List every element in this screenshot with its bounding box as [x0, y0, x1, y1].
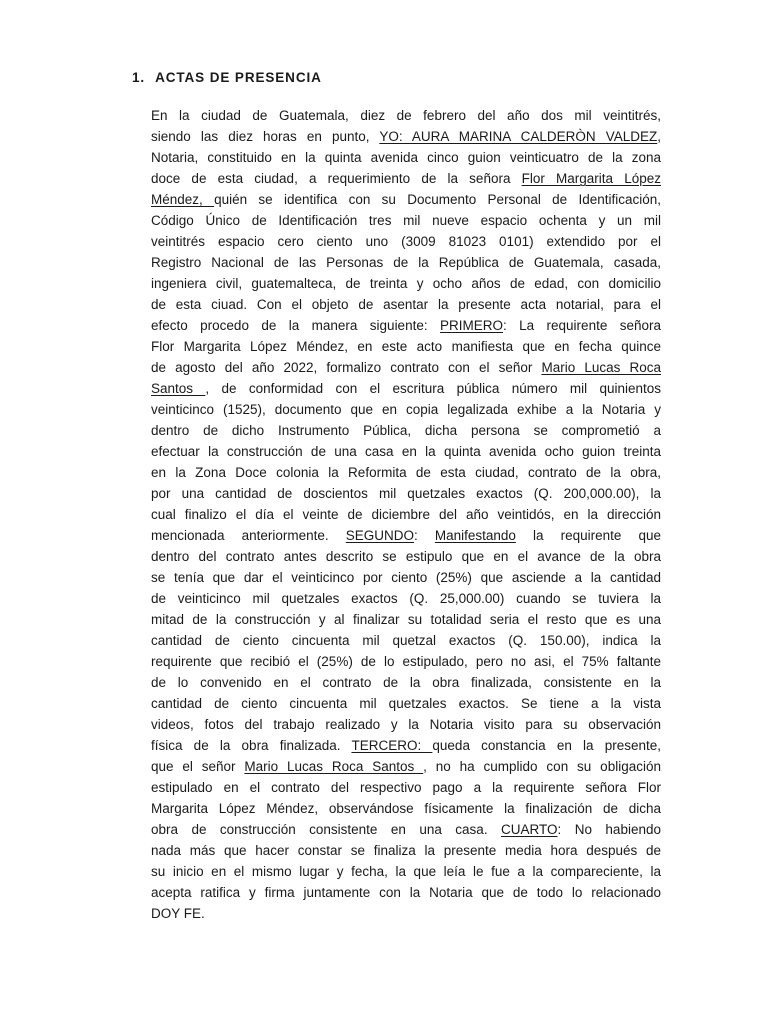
paragraph-line — [151, 609, 661, 630]
text-run: veintitrés espacio cero ciento uno (3009 81023 0101) extendido por el — [151, 234, 661, 249]
paragraph-line — [151, 147, 661, 168]
paragraph-line — [151, 168, 661, 189]
text-run: mencionada anteriormente. — [151, 528, 346, 543]
text-run: DOY FE. — [151, 906, 205, 921]
text-run: dentro de dicho Instrumento Pública, dicha persona se comprometió a — [151, 423, 661, 438]
text-run: queda constancia en la presente, — [432, 738, 661, 753]
underlined-text: CUARTO — [501, 822, 558, 837]
text-run: efecto procedo de la manera siguiente: — [151, 318, 440, 333]
paragraph-line — [151, 294, 661, 315]
paragraph-line — [151, 651, 661, 672]
text-run: su inicio en el mismo lugar y fecha, la que leía le fue a la compareciente, la — [151, 864, 661, 879]
text-run: veinticinco (1525), documento que en copia legalizada exhibe a la Notaria y — [151, 402, 661, 417]
text-run: , — [657, 129, 661, 144]
paragraph-line — [151, 399, 661, 420]
paragraph-line — [151, 588, 661, 609]
text-run: obra de construcción consistente en una casa. — [151, 822, 502, 837]
text-run: cual finalizo el día el veinte de diciembre del año veintidós, en la dirección — [151, 507, 661, 522]
underlined-text: TERCERO: — [351, 738, 433, 753]
text-run: Registro Nacional de las Personas de la República de Guatemala, casada, — [151, 255, 661, 270]
text-run: Código Único de Identificación tres mil nueve espacio ochenta y un mil — [151, 213, 661, 228]
section-number: 1. — [132, 70, 146, 85]
text-run: se tenía que dar el veinticinco por ciento (25%) que asciende a la cantidad — [151, 570, 661, 585]
paragraph-line — [151, 483, 661, 504]
paragraph-line — [151, 546, 661, 567]
text-run: de veinticinco mil quetzales exactos (Q. 25,000.00) cuando se tuviera la — [151, 591, 661, 606]
paragraph-line — [151, 231, 661, 252]
paragraph-line — [151, 504, 661, 525]
underlined-text: SEGUNDO — [345, 528, 415, 543]
text-run: requirente que recibió el (25%) de lo estipulado, pero no asi, el 75% faltante — [151, 654, 661, 669]
text-run: de agosto del año 2022, formalizo contrato con el señor — [151, 360, 542, 375]
paragraph-line — [151, 630, 661, 651]
paragraph-line — [151, 861, 661, 882]
text-run: videos, fotos del trabajo realizado y la Notaria visito para su observación — [151, 717, 661, 732]
text-run: ingeniera civil, guatemalteca, de treinta y ocho años de edad, con domicilio — [151, 276, 661, 291]
text-run: nada más que hacer constar se finaliza la presente media hora después de — [151, 843, 661, 858]
text-run: por una cantidad de doscientos mil quetzales exactos (Q. 200,000.00), la — [151, 486, 661, 501]
text-run: doce de esta ciudad, a requerimiento de la señora — [151, 171, 522, 186]
text-run: acepta ratifica y firma juntamente con la Notaria que de todo lo relacionado — [151, 885, 661, 900]
text-run: siendo las diez horas en punto, — [151, 129, 380, 144]
paragraph-line — [151, 315, 661, 336]
text-run: de lo convenido en el contrato de la obra finalizada, consistente en la — [151, 675, 661, 690]
text-run: : No habiendo — [557, 822, 661, 837]
text-run: : — [414, 528, 435, 543]
text-run: en la Zona Doce colonia la Reformita de esta ciudad, contrato de la obra, — [151, 465, 661, 480]
text-run: la requirente que — [515, 528, 661, 543]
paragraph-line — [151, 798, 661, 819]
text-run: cantidad de ciento cincuenta mil quetzal exactos (Q. 150.00), indica la — [151, 633, 661, 648]
text-run: mitad de la construcción y al finalizar su totalidad seria el resto que es una — [151, 612, 661, 627]
text-run: efectuar la construcción de una casa en la quinta avenida ocho guion treinta — [151, 444, 661, 459]
paragraph-line — [151, 462, 661, 483]
underlined-text: PRIMERO — [439, 318, 503, 333]
text-run: dentro del contrato antes descrito se estipulo que en el avance de la obra — [151, 549, 661, 564]
paragraph-line — [151, 693, 661, 714]
paragraph-line — [151, 252, 661, 273]
text-run: , de conformidad con el escritura pública número mil quinientos — [205, 381, 661, 396]
paragraph-line — [151, 777, 661, 798]
text-run: quién se identifica con su Documento Personal de Identificación, — [214, 192, 661, 207]
paragraph-line — [151, 441, 661, 462]
text-run: Flor Margarita López Méndez, en este acto manifiesta que en fecha quince — [151, 339, 661, 354]
paragraph-line — [151, 714, 661, 735]
paragraph-line — [151, 525, 661, 546]
paragraph-line — [151, 378, 661, 399]
section-title: ACTAS DE PRESENCIA — [155, 70, 322, 85]
paragraph-line — [151, 840, 661, 861]
underlined-text: Manifestando — [434, 528, 516, 543]
underlined-text: Mario Lucas Roca — [541, 360, 661, 375]
underlined-text: Flor Margarita López — [521, 171, 661, 186]
paragraph-line — [151, 273, 661, 294]
acta-body-paragraph — [151, 105, 661, 924]
underlined-text: Méndez, — [151, 192, 215, 207]
underlined-text: YO: AURA MARINA CALDERÒN VALDEZ — [379, 129, 658, 144]
paragraph-line — [151, 756, 661, 777]
paragraph-line — [151, 420, 661, 441]
paragraph-line — [151, 672, 661, 693]
section-heading — [132, 69, 322, 87]
paragraph-line — [151, 336, 661, 357]
text-run: En la ciudad de Guatemala, diez de febrero del año dos mil veintitrés, — [151, 108, 661, 123]
paragraph-line — [151, 903, 661, 924]
paragraph-line — [151, 882, 661, 903]
paragraph-line — [151, 819, 661, 840]
underlined-text: Santos — [151, 381, 206, 396]
underlined-text: Mario Lucas Roca Santos — [244, 759, 424, 774]
text-run: cantidad de ciento cincuenta mil quetzales exactos. Se tiene a la vista — [151, 696, 661, 711]
paragraph-line — [151, 105, 661, 126]
paragraph-line — [151, 735, 661, 756]
text-run: , no ha cumplido con su obligación — [423, 759, 661, 774]
text-run: estipulado en el contrato del respectivo pago a la requirente señora Flor — [151, 780, 661, 795]
text-run: que el señor — [151, 759, 245, 774]
text-run: : La requirente señora — [503, 318, 661, 333]
text-run: Notaria, constituido en la quinta avenida cinco guion veinticuatro de la zona — [151, 150, 661, 165]
text-run: de esta ciuad. Con el objeto de asentar la presente acta notarial, para el — [151, 297, 661, 312]
text-run: Margarita López Méndez, observándose físicamente la finalización de dicha — [151, 801, 661, 816]
paragraph-line — [151, 126, 661, 147]
paragraph-line — [151, 567, 661, 588]
paragraph-line — [151, 189, 661, 210]
paragraph-line — [151, 357, 661, 378]
text-run: física de la obra finalizada. — [151, 738, 352, 753]
paragraph-line — [151, 210, 661, 231]
